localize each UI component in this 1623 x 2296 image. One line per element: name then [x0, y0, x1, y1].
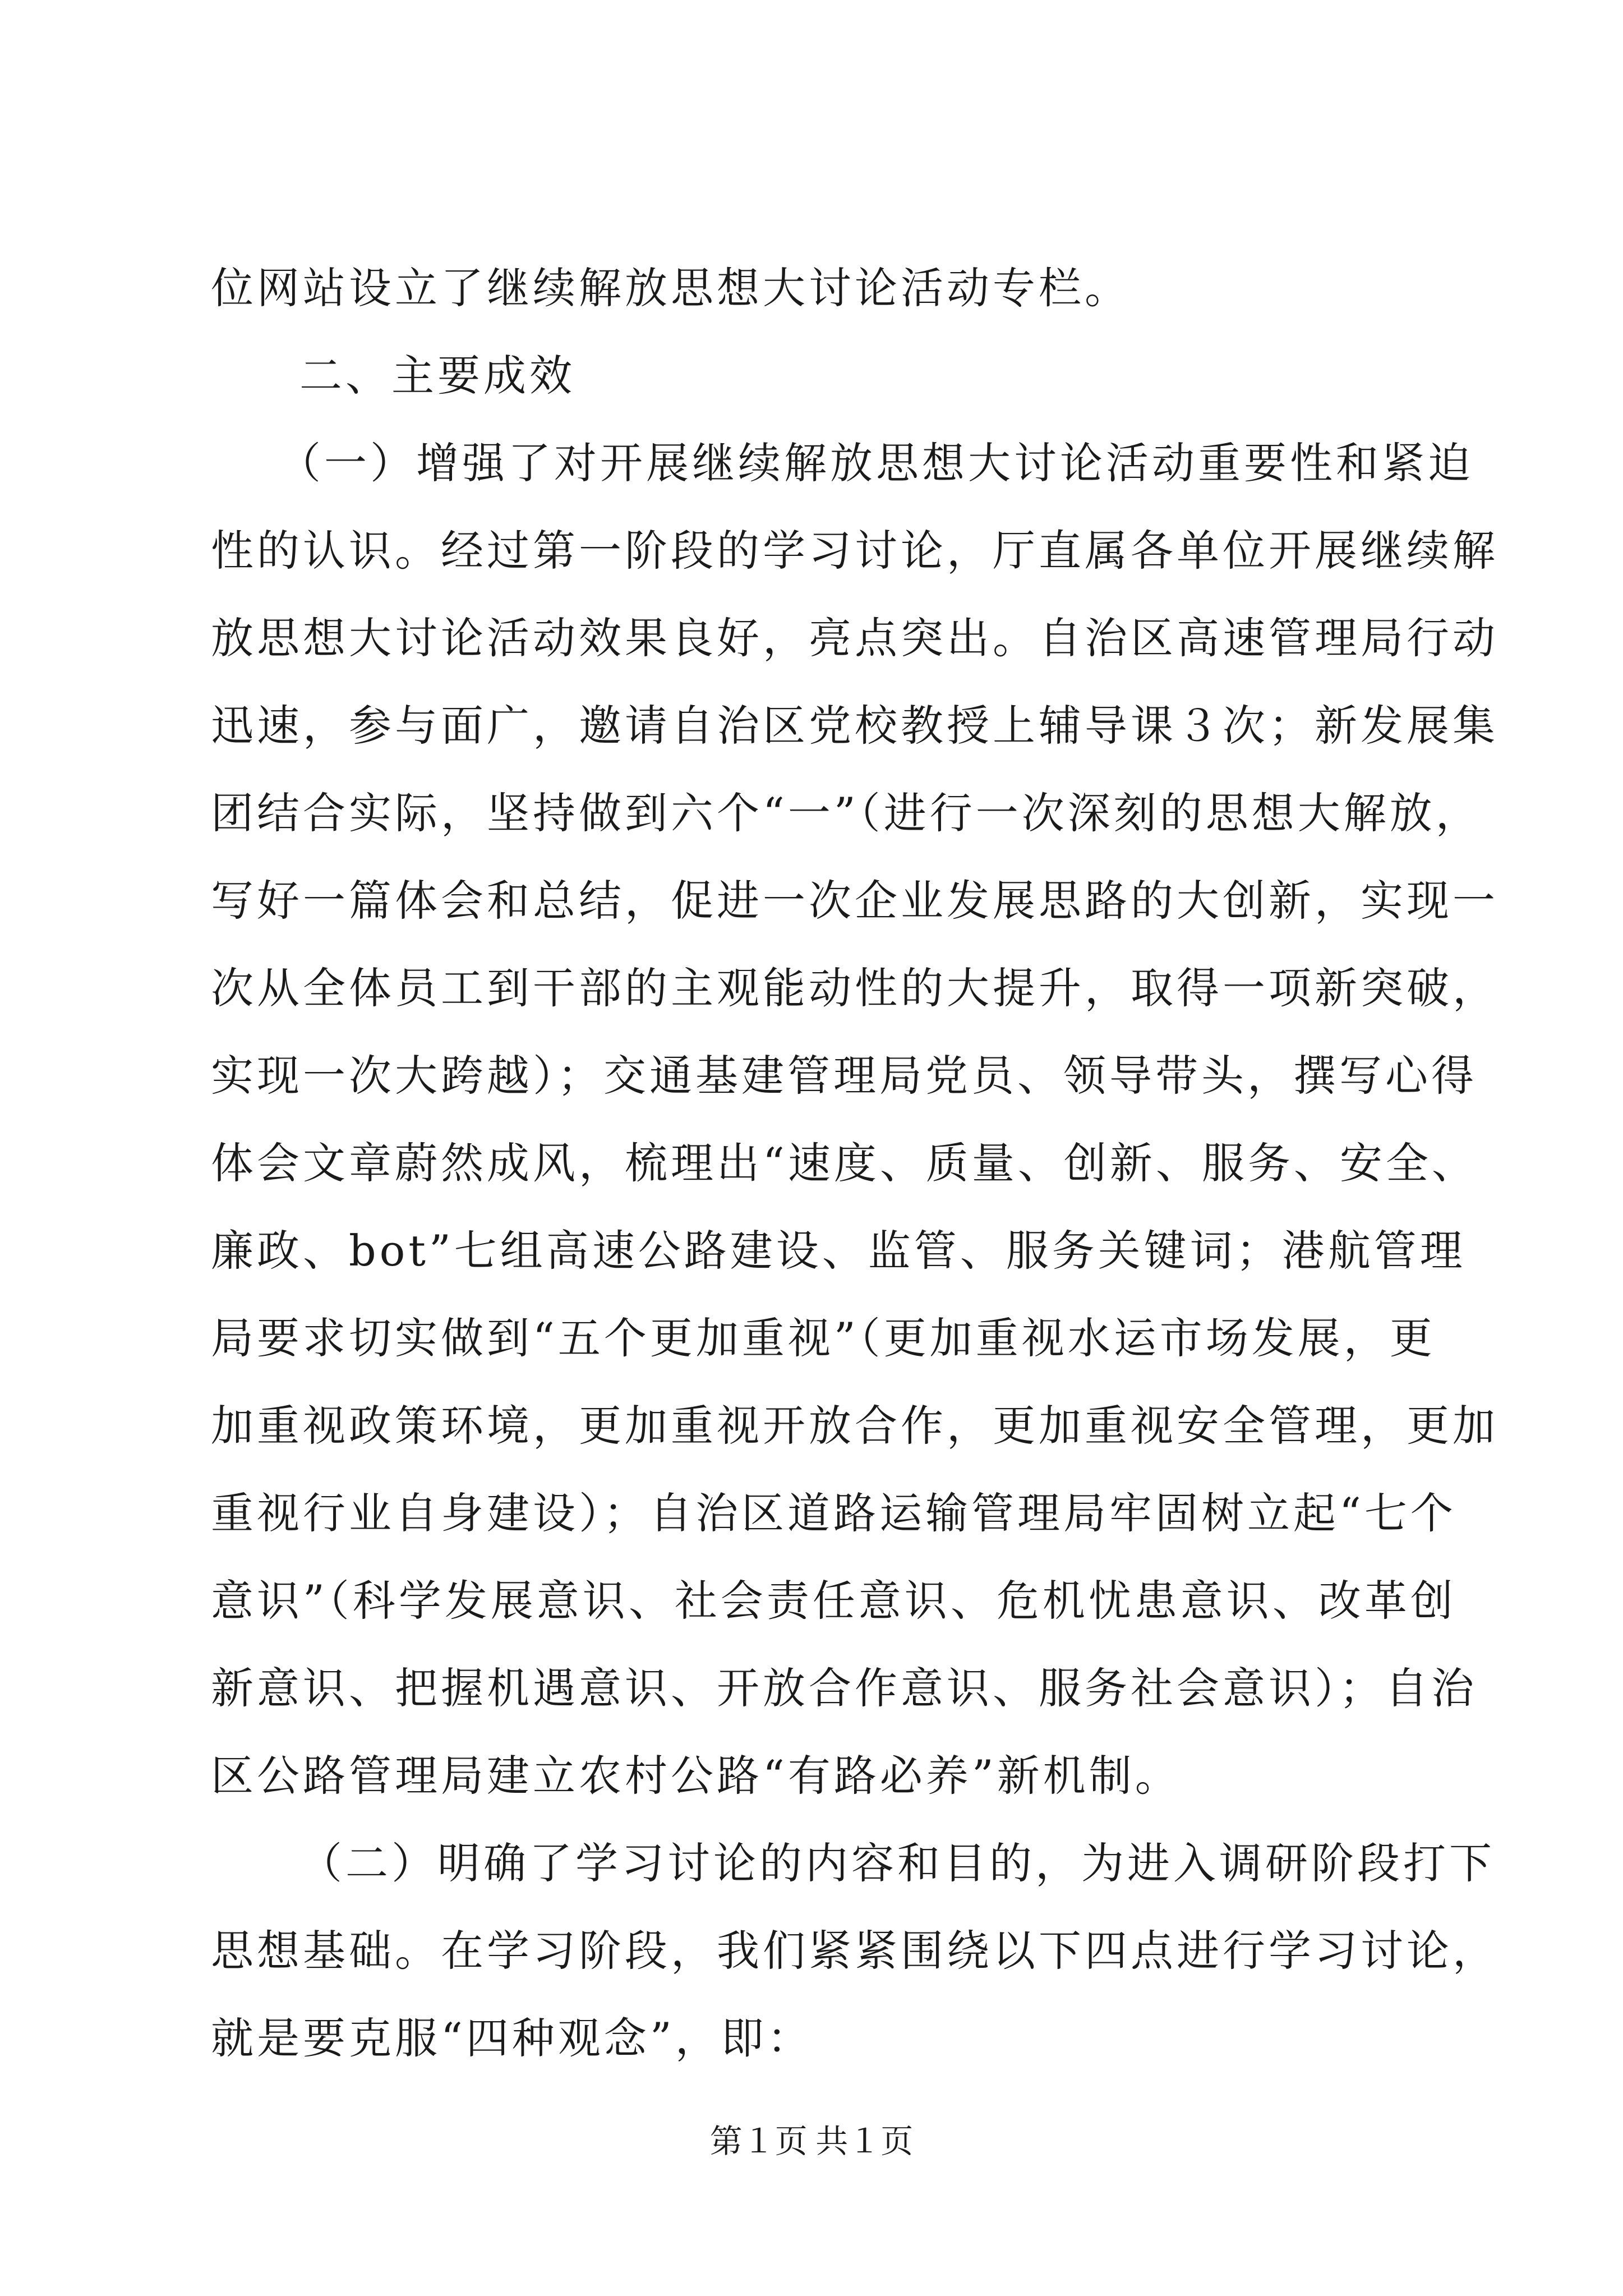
text-line: 新意识、把握机遇意识、开放合作意识、服务社会意识）；自治 — [211, 1663, 1477, 1713]
text-line: 廉政、bot”七组高速公路建设、监管、服务关键词；港航管理 — [211, 1226, 1466, 1276]
text-line: 写好一篇体会和总结，促进一次企业发展思路的大创新，实现一 — [211, 876, 1498, 926]
text-line: 区公路管理局建立农村公路“有路必养”新机制。 — [211, 1751, 1181, 1801]
text-line: 加重视政策环境，更加重视开放合作，更加重视安全管理，更加 — [211, 1401, 1498, 1451]
text-line: 性的认识。经过第一阶段的学习讨论，厅直属各单位开展继续解 — [211, 526, 1498, 576]
page-footer: 第１页 共１页 — [709, 2123, 914, 2160]
text-line: 就是要克服“四种观念”，即： — [211, 2013, 813, 2063]
text-line: 放思想大讨论活动效果良好，亮点突出。自治区高速管理局行动 — [211, 613, 1498, 663]
text-line: 团结合实际，坚持做到六个“一”（进行一次深刻的思想大解放， — [211, 788, 1482, 838]
text-line: （一）增强了对开展继续解放思想大讨论活动重要性和紧迫 — [278, 438, 1474, 488]
text-line: 重视行业自身建设）；自治区道路运输管理局牢固树立起“七个 — [211, 1488, 1456, 1538]
text-line: 局要求切实做到“五个更加重视”（更加重视水运市场发展，更 — [211, 1313, 1436, 1363]
text-line: 位网站设立了继续解放思想大讨论活动专栏。 — [211, 263, 1131, 313]
text-line: 次从全体员工到干部的主观能动性的大提升，取得一项新突破， — [211, 963, 1498, 1013]
text-line: （二）明确了学习讨论的内容和目的，为进入调研阶段打下 — [299, 1838, 1495, 1888]
text-line: 意识”（科学发展意识、社会责任意识、危机忧患意识、改革创 — [211, 1576, 1456, 1626]
text-line: 迅速，参与面广，邀请自治区党校教授上辅导课３次；新发展集 — [211, 701, 1498, 751]
text-line: 体会文章蔚然成风，梳理出“速度、质量、创新、服务、安全、 — [211, 1138, 1478, 1188]
text-line: 思想基础。在学习阶段，我们紧紧围绕以下四点进行学习讨论， — [211, 1926, 1498, 1976]
text-line: 实现一次大跨越）；交通基建管理局党员、领导带头，撰写心得 — [211, 1051, 1477, 1101]
section-heading: 二、主要成效 — [299, 351, 575, 401]
